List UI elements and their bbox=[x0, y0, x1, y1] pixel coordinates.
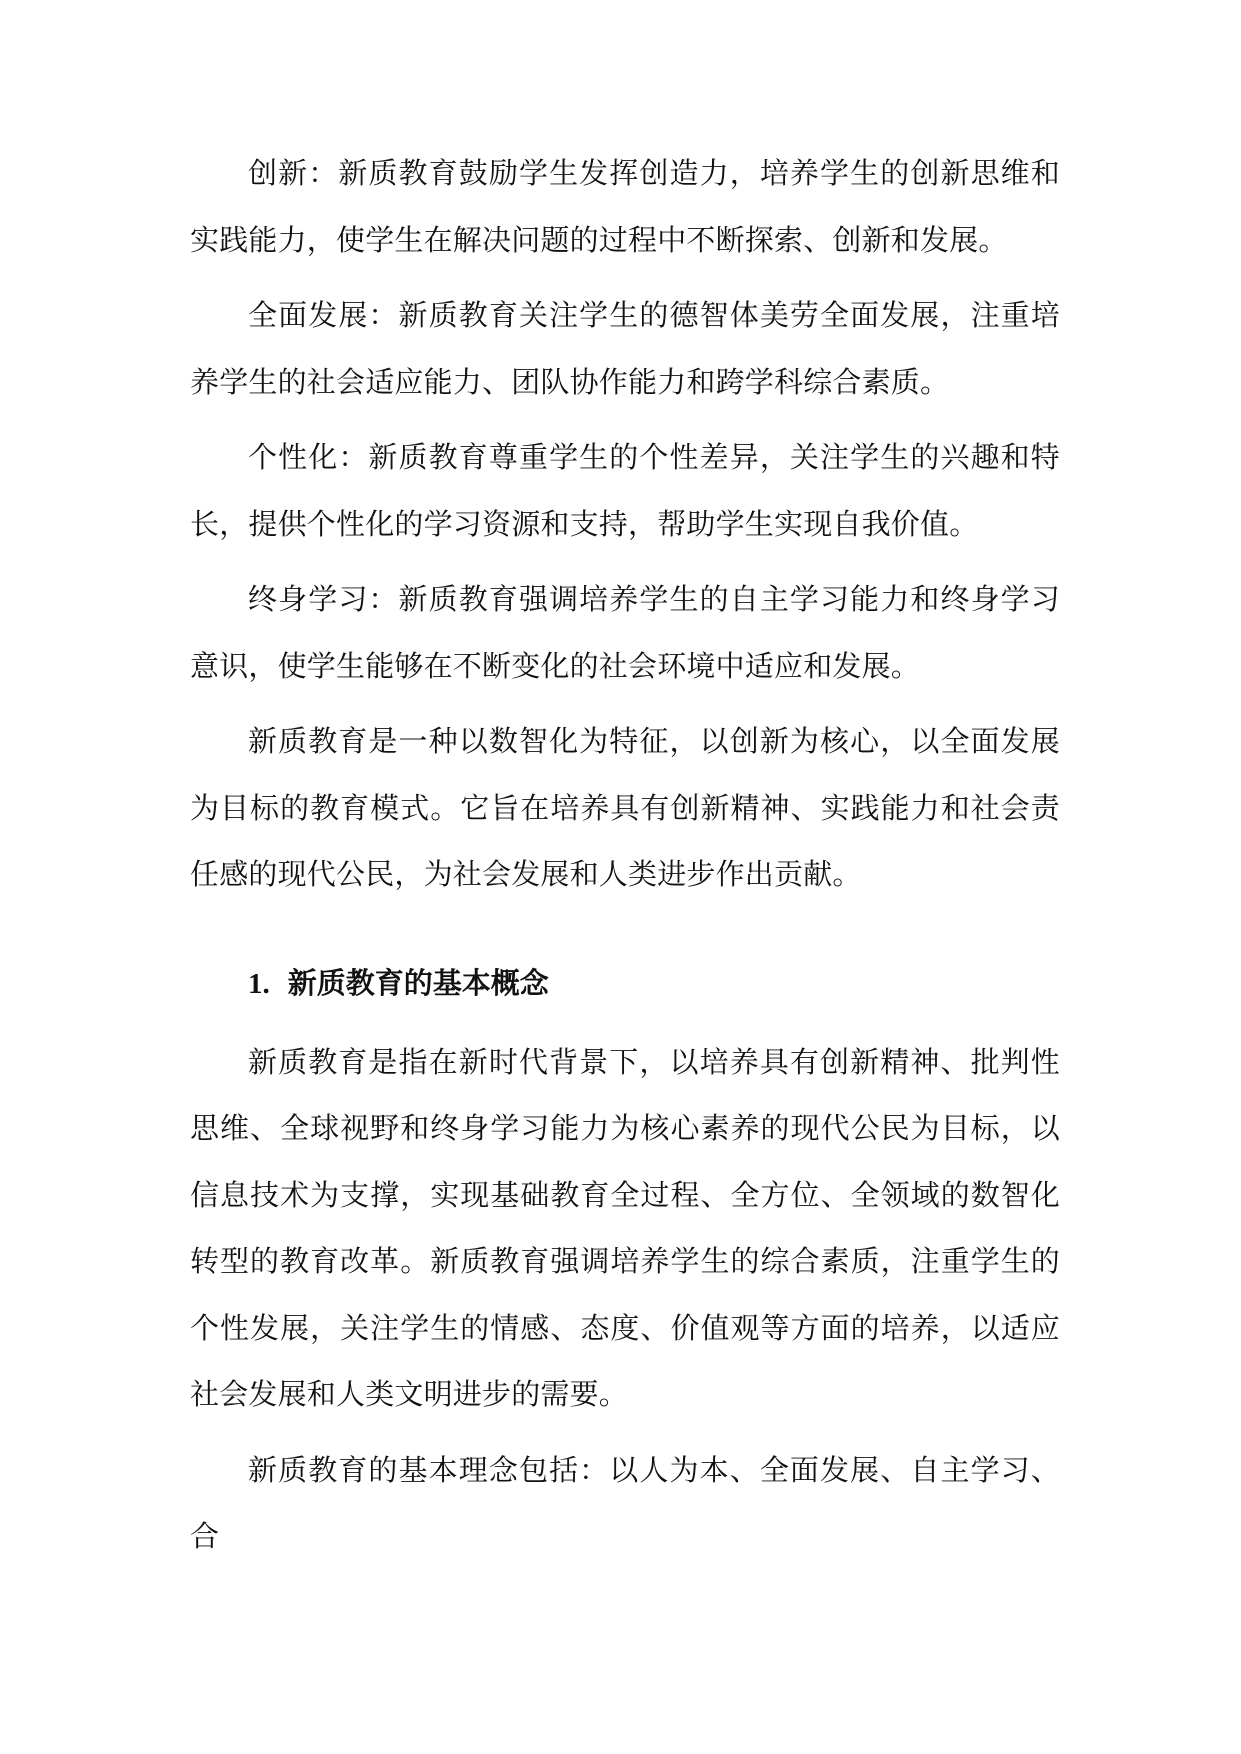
paragraph-summary: 新质教育是一种以数智化为特征，以创新为核心，以全面发展为目标的教育模式。它旨在培养具有创新精神、实践能力和社会责任感的现代公民，为社会发展和人类进步作出贡献。 bbox=[190, 724, 1060, 891]
section-heading bbox=[190, 950, 1060, 1017]
section-number: 1. bbox=[248, 967, 270, 1000]
paragraph-all-round-development: 全面发展：新质教育关注学生的德智体美劳全面发展，注重培养学生的社会适应能力、团队协作能力和跨学科综合素质。 bbox=[190, 298, 1060, 399]
paragraph-personalization: 个性化：新质教育尊重学生的个性差异，关注学生的兴趣和特长，提供个性化的学习资源和支持，帮助学生实现自我价值。 bbox=[190, 440, 1060, 541]
document-body bbox=[190, 140, 1060, 1579]
paragraph-lifelong-learning: 终身学习：新质教育强调培养学生的自主学习能力和终身学习意识，使学生能够在不断变化的社会环境中适应和发展。 bbox=[190, 582, 1060, 683]
paragraph-innovation: 创新：新质教育鼓励学生发挥创造力，培养学生的创新思维和实践能力，使学生在解决问题的过程中不断探索、创新和发展。 bbox=[190, 156, 1060, 257]
paragraph-basic-principles: 新质教育的基本理念包括：以人为本、全面发展、自主学习、合 bbox=[190, 1452, 1060, 1553]
section-title: 新质教育的基本概念 bbox=[287, 965, 549, 1000]
paragraph-concept-definition: 新质教育是指在新时代背景下，以培养具有创新精神、批判性思维、全球视野和终身学习能力为核心素养的现代公民为目标，以信息技术为支撑，实现基础教育全过程、全方位、全领域的数智化转型的教育改革。新质教育强调培养学生的综合素质，注重学生的个性发展，关注学生的情感、态度、价值观等方面的培养，以适应社会发展和人类文明进步的需要。 bbox=[190, 1044, 1060, 1411]
